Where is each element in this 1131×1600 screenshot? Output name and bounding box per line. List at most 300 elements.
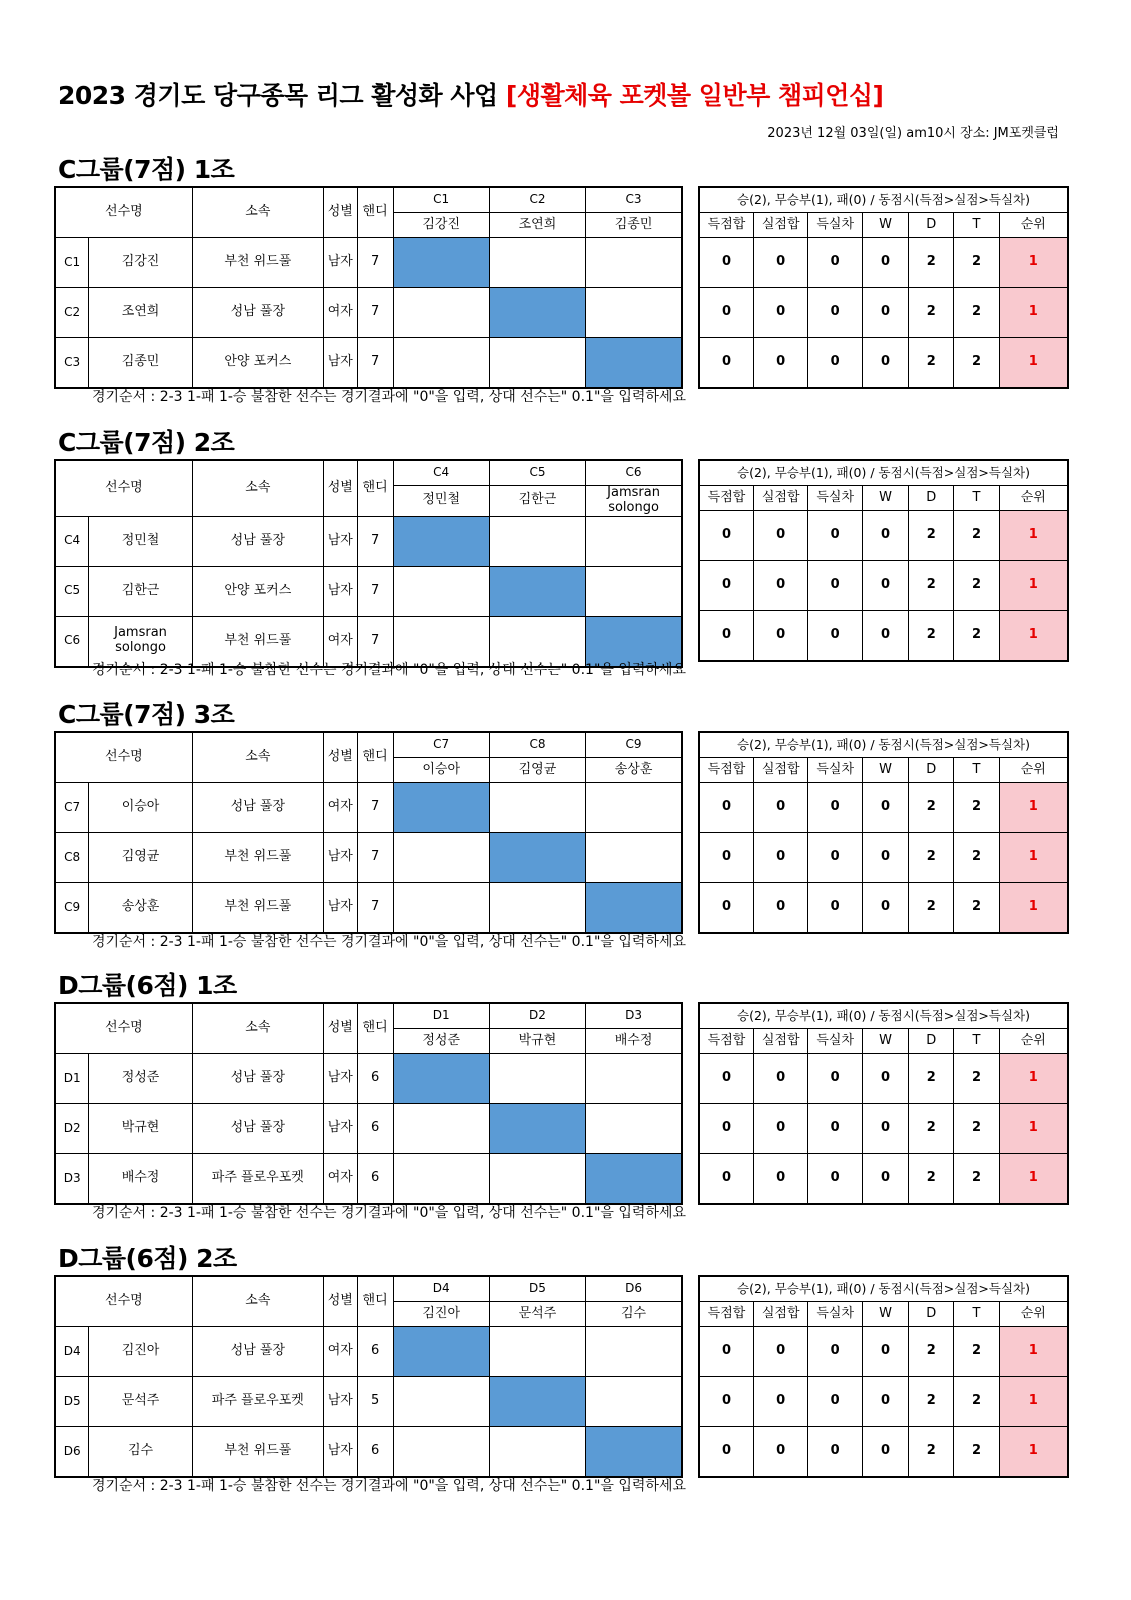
stats-row xyxy=(699,1154,1068,1205)
player-handicap: 7 xyxy=(357,288,393,338)
total-value: 2 xyxy=(954,1427,999,1478)
match-result-cell[interactable] xyxy=(489,783,585,833)
title-main: 2023 경기도 당구종목 리그 활성화 사업 xyxy=(58,81,506,110)
point-diff-value: 0 xyxy=(808,883,862,934)
draws-value: 2 xyxy=(909,1377,954,1427)
self-match-cell xyxy=(393,516,489,566)
gender-header: 성별 xyxy=(323,460,357,516)
player-code: D6 xyxy=(55,1427,89,1478)
gender-header: 성별 xyxy=(323,187,357,238)
match-result-cell[interactable] xyxy=(586,238,682,288)
draws-value: 2 xyxy=(909,1427,954,1478)
player-club: 성남 풀장 xyxy=(192,516,323,566)
player-handicap: 7 xyxy=(357,566,393,616)
draws-value: 2 xyxy=(909,561,954,611)
opponent-code-header: C8 xyxy=(489,732,585,758)
stats-table xyxy=(698,1275,1069,1478)
match-result-cell[interactable] xyxy=(586,516,682,566)
scoring-rule-header: 승(2), 무승부(1), 패(0) / 동점시(득점>실점>득실차) xyxy=(699,1276,1068,1302)
group-title: D그룹(6점) 1조 xyxy=(58,971,237,1000)
match-result-cell[interactable] xyxy=(489,1327,585,1377)
match-table xyxy=(54,1275,683,1478)
affiliation-header: 소속 xyxy=(192,1276,323,1327)
points-for-value: 0 xyxy=(699,338,753,389)
match-result-cell[interactable] xyxy=(489,338,585,389)
points-for-header: 득점합 xyxy=(699,1029,753,1054)
rank-value: 1 xyxy=(999,1327,1068,1377)
player-gender: 남자 xyxy=(323,883,357,934)
opponent-name-header: 조연희 xyxy=(489,213,585,238)
player-club: 부천 위드풀 xyxy=(192,238,323,288)
points-against-value: 0 xyxy=(753,1327,807,1377)
opponent-code-header: D4 xyxy=(393,1276,489,1302)
rank-value: 1 xyxy=(999,511,1068,561)
player-row xyxy=(55,833,682,883)
point-diff-value: 0 xyxy=(808,561,862,611)
instruction-note: 경기순서 : 2-3 1-패 1-승 불참한 선수는 경기결과에 "0"을 입력, 상대 선수는" 0.1"을 입력하세요 xyxy=(92,1478,686,1494)
stats-table xyxy=(698,731,1069,934)
total-value: 2 xyxy=(954,511,999,561)
draws-value: 2 xyxy=(909,238,954,288)
points-against-value: 0 xyxy=(753,833,807,883)
match-result-cell[interactable] xyxy=(393,883,489,934)
opponent-code-header: C9 xyxy=(586,732,682,758)
stats-row xyxy=(699,288,1068,338)
point-diff-header: 득실차 xyxy=(808,213,862,238)
points-for-value: 0 xyxy=(699,288,753,338)
player-row xyxy=(55,1327,682,1377)
player-handicap: 6 xyxy=(357,1327,393,1377)
self-match-cell xyxy=(489,1377,585,1427)
point-diff-value: 0 xyxy=(808,238,862,288)
points-against-value: 0 xyxy=(753,288,807,338)
opponent-code-header: D2 xyxy=(489,1003,585,1029)
match-result-cell[interactable] xyxy=(393,833,489,883)
opponent-name-header: 문석주 xyxy=(489,1302,585,1327)
gender-header: 성별 xyxy=(323,732,357,783)
points-against-value: 0 xyxy=(753,561,807,611)
draws-header: D xyxy=(909,213,954,238)
wins-value: 0 xyxy=(862,611,908,662)
draws-value: 2 xyxy=(909,883,954,934)
player-club: 부천 위드풀 xyxy=(192,1427,323,1478)
match-result-cell[interactable] xyxy=(489,238,585,288)
points-for-value: 0 xyxy=(699,1054,753,1104)
player-row xyxy=(55,1054,682,1104)
opponent-name-header: 정성준 xyxy=(393,1029,489,1054)
self-match-cell xyxy=(489,566,585,616)
player-club: 부천 위드풀 xyxy=(192,883,323,934)
player-name: 김한근 xyxy=(89,566,192,616)
opponent-name-header: 김진아 xyxy=(393,1302,489,1327)
name-header: 선수명 xyxy=(55,187,192,238)
instruction-note: 경기순서 : 2-3 1-패 1-승 불참한 선수는 경기결과에 "0"을 입력, 상대 선수는" 0.1"을 입력하세요 xyxy=(92,389,686,405)
stats-row xyxy=(699,1054,1068,1104)
self-match-cell xyxy=(586,338,682,389)
opponent-name-header: 박규현 xyxy=(489,1029,585,1054)
player-code: D1 xyxy=(55,1054,89,1104)
gender-header: 성별 xyxy=(323,1276,357,1327)
group-section xyxy=(0,150,1131,420)
player-handicap: 7 xyxy=(357,783,393,833)
opponent-code-header: D1 xyxy=(393,1003,489,1029)
match-result-cell[interactable] xyxy=(489,883,585,934)
player-gender: 남자 xyxy=(323,338,357,389)
point-diff-header: 득실차 xyxy=(808,758,862,783)
player-handicap: 6 xyxy=(357,1154,393,1205)
player-gender: 남자 xyxy=(323,566,357,616)
player-club: 부천 위드풀 xyxy=(192,833,323,883)
opponent-code-header: D6 xyxy=(586,1276,682,1302)
points-for-value: 0 xyxy=(699,783,753,833)
wins-value: 0 xyxy=(862,883,908,934)
point-diff-value: 0 xyxy=(808,1154,862,1205)
self-match-cell xyxy=(586,883,682,934)
player-club: 안양 포커스 xyxy=(192,338,323,389)
wins-value: 0 xyxy=(862,833,908,883)
draws-value: 2 xyxy=(909,338,954,389)
match-result-cell[interactable] xyxy=(586,833,682,883)
match-result-cell[interactable] xyxy=(586,1327,682,1377)
draws-value: 2 xyxy=(909,1154,954,1205)
player-row xyxy=(55,1377,682,1427)
self-match-cell xyxy=(489,288,585,338)
match-result-cell[interactable] xyxy=(393,1427,489,1478)
player-gender: 여자 xyxy=(323,288,357,338)
player-name: 조연희 xyxy=(89,288,192,338)
points-against-header: 실점합 xyxy=(753,1029,807,1054)
rank-value: 1 xyxy=(999,883,1068,934)
player-row xyxy=(55,338,682,389)
affiliation-header: 소속 xyxy=(192,732,323,783)
scoring-rule-header: 승(2), 무승부(1), 패(0) / 동점시(득점>실점>득실차) xyxy=(699,187,1068,213)
name-header: 선수명 xyxy=(55,1003,192,1054)
match-result-cell[interactable] xyxy=(489,516,585,566)
points-against-value: 0 xyxy=(753,883,807,934)
match-result-cell[interactable] xyxy=(489,1427,585,1478)
match-result-cell[interactable] xyxy=(586,288,682,338)
player-name: 이승아 xyxy=(89,783,192,833)
points-for-header: 득점합 xyxy=(699,486,753,511)
wins-value: 0 xyxy=(862,511,908,561)
player-code: C2 xyxy=(55,288,89,338)
opponent-name-header: 김강진 xyxy=(393,213,489,238)
opponent-code-header: D3 xyxy=(586,1003,682,1029)
player-row xyxy=(55,516,682,566)
points-for-header: 득점합 xyxy=(699,213,753,238)
point-diff-header: 득실차 xyxy=(808,1029,862,1054)
player-handicap: 6 xyxy=(357,1104,393,1154)
opponent-name-header: 배수정 xyxy=(586,1029,682,1054)
rank-value: 1 xyxy=(999,1154,1068,1205)
draws-value: 2 xyxy=(909,1104,954,1154)
points-against-value: 0 xyxy=(753,238,807,288)
draws-value: 2 xyxy=(909,783,954,833)
total-value: 2 xyxy=(954,1104,999,1154)
match-result-cell[interactable] xyxy=(586,1104,682,1154)
points-for-value: 0 xyxy=(699,1154,753,1205)
handicap-header: 핸디 xyxy=(357,460,393,516)
wins-value: 0 xyxy=(862,338,908,389)
total-header: T xyxy=(954,213,999,238)
player-row xyxy=(55,1154,682,1205)
match-result-cell[interactable] xyxy=(393,1154,489,1205)
total-value: 2 xyxy=(954,611,999,662)
affiliation-header: 소속 xyxy=(192,187,323,238)
group-section xyxy=(0,423,1131,693)
draws-value: 2 xyxy=(909,288,954,338)
points-against-header: 실점합 xyxy=(753,213,807,238)
wins-value: 0 xyxy=(862,1427,908,1478)
rank-value: 1 xyxy=(999,288,1068,338)
affiliation-header: 소속 xyxy=(192,1003,323,1054)
name-header: 선수명 xyxy=(55,1276,192,1327)
self-match-cell xyxy=(489,1104,585,1154)
opponent-code-header: C1 xyxy=(393,187,489,213)
match-result-cell[interactable] xyxy=(393,1377,489,1427)
match-result-cell[interactable] xyxy=(393,566,489,616)
player-club: 안양 포커스 xyxy=(192,566,323,616)
group-section xyxy=(0,695,1131,965)
total-value: 2 xyxy=(954,288,999,338)
rank-value: 1 xyxy=(999,561,1068,611)
player-code: C8 xyxy=(55,833,89,883)
self-match-cell xyxy=(393,783,489,833)
opponent-name-header: 김한근 xyxy=(489,486,585,517)
draws-header: D xyxy=(909,1029,954,1054)
title-highlight: [생활체육 포켓볼 일반부 챔피언십] xyxy=(505,81,884,110)
player-code: D3 xyxy=(55,1154,89,1205)
rank-header: 순위 xyxy=(999,213,1068,238)
opponent-name-header: 이승아 xyxy=(393,758,489,783)
player-handicap: 7 xyxy=(357,883,393,934)
name-header: 선수명 xyxy=(55,732,192,783)
match-result-cell[interactable] xyxy=(489,1154,585,1205)
player-code: D5 xyxy=(55,1377,89,1427)
match-result-cell[interactable] xyxy=(586,783,682,833)
rank-value: 1 xyxy=(999,238,1068,288)
player-row xyxy=(55,883,682,934)
self-match-cell xyxy=(393,238,489,288)
match-result-cell[interactable] xyxy=(393,1104,489,1154)
player-gender: 남자 xyxy=(323,1427,357,1478)
match-result-cell[interactable] xyxy=(586,566,682,616)
total-value: 2 xyxy=(954,1327,999,1377)
total-header: T xyxy=(954,758,999,783)
opponent-code-header: C3 xyxy=(586,187,682,213)
opponent-name-header: Jamsran solongo xyxy=(586,486,682,517)
draws-value: 2 xyxy=(909,611,954,662)
page-title xyxy=(58,76,883,112)
self-match-cell xyxy=(393,1054,489,1104)
point-diff-header: 득실차 xyxy=(808,486,862,511)
player-gender: 남자 xyxy=(323,1377,357,1427)
player-handicap: 7 xyxy=(357,833,393,883)
player-row xyxy=(55,783,682,833)
stats-row xyxy=(699,1427,1068,1478)
rank-header: 순위 xyxy=(999,1029,1068,1054)
wins-value: 0 xyxy=(862,238,908,288)
match-result-cell[interactable] xyxy=(393,338,489,389)
match-result-cell[interactable] xyxy=(489,1054,585,1104)
player-club: 성남 풀장 xyxy=(192,1104,323,1154)
player-handicap: 7 xyxy=(357,338,393,389)
points-for-value: 0 xyxy=(699,1427,753,1478)
rank-value: 1 xyxy=(999,1104,1068,1154)
affiliation-header: 소속 xyxy=(192,460,323,516)
player-row xyxy=(55,288,682,338)
player-club: 파주 플로우포켓 xyxy=(192,1154,323,1205)
player-club: 파주 플로우포켓 xyxy=(192,1377,323,1427)
points-against-value: 0 xyxy=(753,1154,807,1205)
player-code: C3 xyxy=(55,338,89,389)
points-for-header: 득점합 xyxy=(699,1302,753,1327)
stats-row xyxy=(699,511,1068,561)
player-code: C7 xyxy=(55,783,89,833)
rank-value: 1 xyxy=(999,783,1068,833)
player-club: 성남 풀장 xyxy=(192,1054,323,1104)
name-header: 선수명 xyxy=(55,460,192,516)
player-gender: 여자 xyxy=(323,1327,357,1377)
total-value: 2 xyxy=(954,783,999,833)
date-venue: 2023년 12월 03일(일) am10시 장소: JM포켓클럽 xyxy=(767,126,1059,141)
self-match-cell xyxy=(489,833,585,883)
rank-header: 순위 xyxy=(999,486,1068,511)
stats-table xyxy=(698,1002,1069,1205)
total-value: 2 xyxy=(954,1154,999,1205)
rank-value: 1 xyxy=(999,338,1068,389)
rank-value: 1 xyxy=(999,611,1068,662)
player-row xyxy=(55,1104,682,1154)
wins-value: 0 xyxy=(862,1054,908,1104)
point-diff-value: 0 xyxy=(808,1327,862,1377)
match-result-cell[interactable] xyxy=(393,288,489,338)
opponent-name-header: 김영균 xyxy=(489,758,585,783)
handicap-header: 핸디 xyxy=(357,187,393,238)
player-code: C5 xyxy=(55,566,89,616)
stats-row xyxy=(699,1377,1068,1427)
match-table xyxy=(54,459,683,668)
player-gender: 남자 xyxy=(323,1104,357,1154)
opponent-code-header: C6 xyxy=(586,460,682,486)
player-name: 정민철 xyxy=(89,516,192,566)
point-diff-value: 0 xyxy=(808,511,862,561)
draws-header: D xyxy=(909,758,954,783)
wins-header: W xyxy=(862,1029,908,1054)
match-table xyxy=(54,1002,683,1205)
total-value: 2 xyxy=(954,1377,999,1427)
total-header: T xyxy=(954,1029,999,1054)
player-name: 김수 xyxy=(89,1427,192,1478)
player-code: C6 xyxy=(55,616,89,667)
handicap-header: 핸디 xyxy=(357,732,393,783)
player-club: 부천 위드풀 xyxy=(192,616,323,667)
scoring-rule-header: 승(2), 무승부(1), 패(0) / 동점시(득점>실점>득실차) xyxy=(699,1003,1068,1029)
points-for-value: 0 xyxy=(699,611,753,662)
player-handicap: 5 xyxy=(357,1377,393,1427)
player-code: C4 xyxy=(55,516,89,566)
wins-header: W xyxy=(862,758,908,783)
player-name: 송상훈 xyxy=(89,883,192,934)
stats-row xyxy=(699,611,1068,662)
group-title: C그룹(7점) 2조 xyxy=(58,428,235,457)
player-handicap: 6 xyxy=(357,1054,393,1104)
points-against-value: 0 xyxy=(753,783,807,833)
wins-value: 0 xyxy=(862,288,908,338)
rank-value: 1 xyxy=(999,1377,1068,1427)
wins-header: W xyxy=(862,213,908,238)
draws-header: D xyxy=(909,486,954,511)
self-match-cell xyxy=(393,1327,489,1377)
player-code: C1 xyxy=(55,238,89,288)
handicap-header: 핸디 xyxy=(357,1276,393,1327)
draws-header: D xyxy=(909,1302,954,1327)
match-result-cell[interactable] xyxy=(586,1054,682,1104)
player-handicap: 7 xyxy=(357,616,393,667)
points-against-value: 0 xyxy=(753,611,807,662)
player-gender: 남자 xyxy=(323,1054,357,1104)
opponent-code-header: C2 xyxy=(489,187,585,213)
player-handicap: 7 xyxy=(357,238,393,288)
points-for-value: 0 xyxy=(699,1104,753,1154)
player-name: 김종민 xyxy=(89,338,192,389)
player-name: Jamsran solongo xyxy=(89,616,192,667)
wins-header: W xyxy=(862,486,908,511)
opponent-name-header: 정민철 xyxy=(393,486,489,517)
player-row xyxy=(55,1427,682,1478)
stats-row xyxy=(699,783,1068,833)
gender-header: 성별 xyxy=(323,1003,357,1054)
points-against-value: 0 xyxy=(753,511,807,561)
point-diff-value: 0 xyxy=(808,1427,862,1478)
instruction-note: 경기순서 : 2-3 1-패 1-승 불참한 선수는 경기결과에 "0"을 입력, 상대 선수는" 0.1"을 입력하세요 xyxy=(92,934,686,950)
player-name: 김영균 xyxy=(89,833,192,883)
stats-row xyxy=(699,561,1068,611)
player-gender: 남자 xyxy=(323,238,357,288)
match-table xyxy=(54,186,683,389)
match-result-cell[interactable] xyxy=(586,1377,682,1427)
points-against-header: 실점합 xyxy=(753,758,807,783)
opponent-code-header: C4 xyxy=(393,460,489,486)
total-value: 2 xyxy=(954,338,999,389)
player-gender: 남자 xyxy=(323,833,357,883)
points-for-value: 0 xyxy=(699,883,753,934)
points-for-value: 0 xyxy=(699,561,753,611)
points-against-value: 0 xyxy=(753,1427,807,1478)
points-against-header: 실점합 xyxy=(753,1302,807,1327)
rank-header: 순위 xyxy=(999,758,1068,783)
player-name: 문석주 xyxy=(89,1377,192,1427)
player-gender: 여자 xyxy=(323,783,357,833)
draws-value: 2 xyxy=(909,1327,954,1377)
points-for-header: 득점합 xyxy=(699,758,753,783)
point-diff-value: 0 xyxy=(808,288,862,338)
player-row xyxy=(55,238,682,288)
rank-value: 1 xyxy=(999,1054,1068,1104)
opponent-code-header: C5 xyxy=(489,460,585,486)
player-row xyxy=(55,566,682,616)
match-table xyxy=(54,731,683,934)
stats-row xyxy=(699,338,1068,389)
player-name: 정성준 xyxy=(89,1054,192,1104)
total-value: 2 xyxy=(954,561,999,611)
rank-value: 1 xyxy=(999,1427,1068,1478)
point-diff-value: 0 xyxy=(808,1054,862,1104)
group-title: C그룹(7점) 1조 xyxy=(58,155,235,184)
point-diff-value: 0 xyxy=(808,1377,862,1427)
player-club: 성남 풀장 xyxy=(192,1327,323,1377)
player-name: 김강진 xyxy=(89,238,192,288)
